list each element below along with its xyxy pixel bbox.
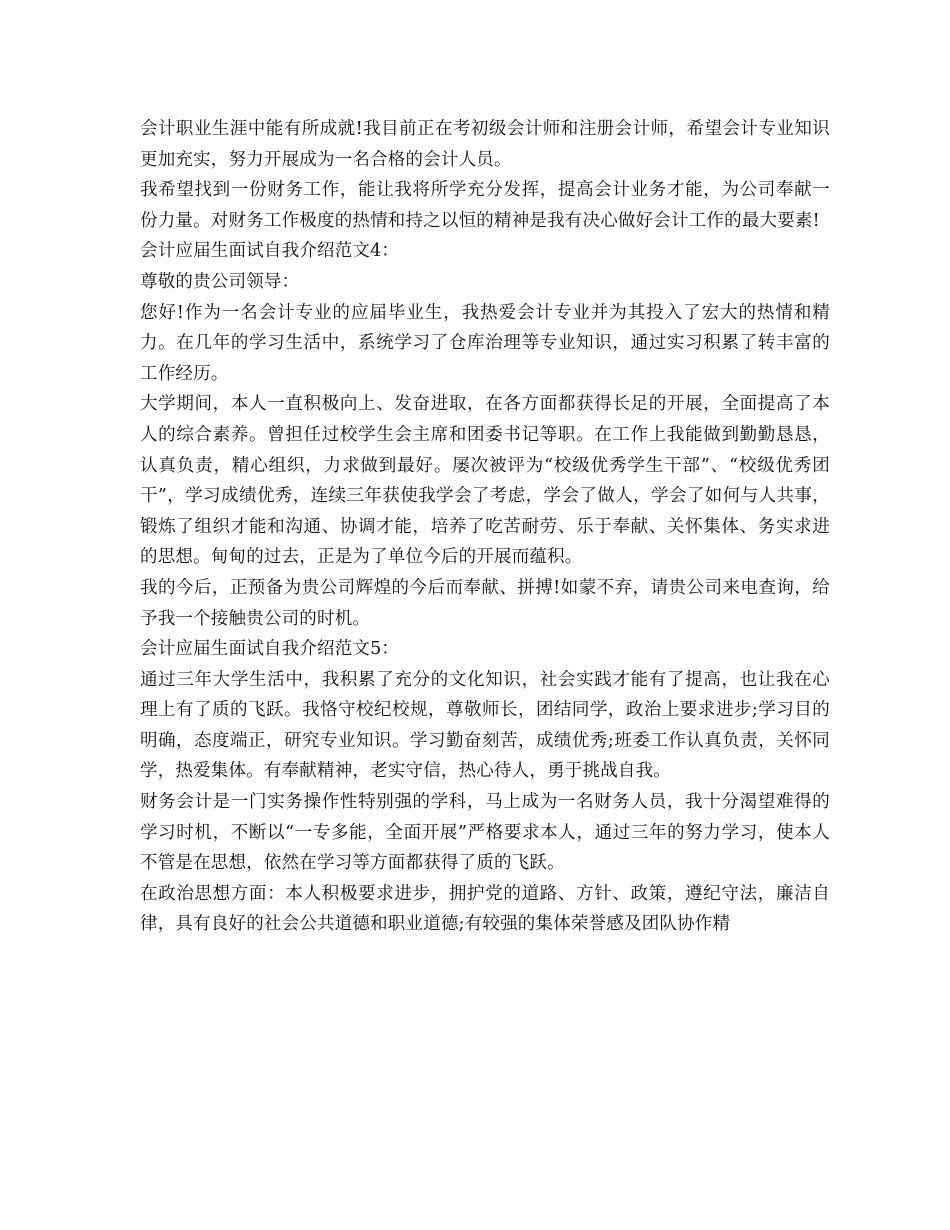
paragraph-college-life: 通过三年大学生活中，我积累了充分的文化知识，社会实践才能有了提高，也让我在心理上有了质的飞跃。我恪守校纪校规，尊敬师长，团结同学，政治上要求进步;学习目的明确，态度端正，研究专业知识。学习勤奋刻苦，成绩优秀;班委工作认真负责，关怀同学，热爱集体。有奉献精神，老实守信，热心待人，勇于挑战自我。 xyxy=(140,669,830,782)
paragraph-politics: 在政治思想方面：本人积极要求进步，拥护党的道路、方针、政策，遵纪守法，廉洁自律，具有良好的社会公共道德和职业道德;有较强的集体荣誉感及团队协作精 xyxy=(140,883,830,935)
paragraph-greeting: 您好!作为一名会计专业的应届毕业生，我热爱会计专业并为其投入了宏大的热情和精力。在几年的学习生活中，系统学习了仓库治理等专业知识，通过实习积累了转丰富的工作经历。 xyxy=(140,302,830,384)
paragraph-continuation: 会计职业生涯中能有所成就!我目前正在考初级会计师和注册会计师，希望会计专业知识更加充实，努力开展成为一名合格的会计人员。 xyxy=(140,119,830,170)
document-body xyxy=(140,114,830,940)
paragraph-university: 大学期间，本人一直积极向上、发奋进取，在各方面都获得长足的开展，全面提高了本人的综合素养。曾担任过校学生会主席和团委书记等职。在工作上我能做到勤勤恳恳，认真负责，精心组织，力求做到最好。屡次被评为“校级优秀学生干部”、“校级优秀团干”，学习成绩优秀，连续三年获使我学会了考虑，学会了做人，学会了如何与人共事，锻炼了组织才能和沟通、协调才能，培养了吃苦耐劳、乐于奉献、关怀集体、务实求进的思想。甸甸的过去，正是为了单位今后的开展而蕴积。 xyxy=(140,394,830,568)
section-heading-sample-5: 会计应届生面试自我介绍范文5： xyxy=(140,639,400,660)
paragraph-job-goal: 我希望找到一份财务工作，能让我将所学充分发挥，提高会计业务才能，为公司奉献一份力量。对财务工作极度的热情和持之以恒的精神是我有决心做好会计工作的最大要素! xyxy=(140,180,830,231)
section-heading-sample-4: 会计应届生面试自我介绍范文4： xyxy=(140,241,400,262)
paragraph-future: 我的今后，正预备为贵公司辉煌的今后而奉献、拼搏!如蒙不弃，请贵公司来电查询，给予我一个接触贵公司的时机。 xyxy=(140,577,830,629)
salutation: 尊敬的贵公司领导： xyxy=(140,271,300,292)
paragraph-accounting: 财务会计是一门实务操作性特别强的学科，马上成为一名财务人员，我十分渴望难得的学习时机，不断以“一专多能，全面开展”严格要求本人，通过三年的努力学习，使本人不管是在思想，依然在学习等方面都获得了质的飞跃。 xyxy=(140,792,830,874)
